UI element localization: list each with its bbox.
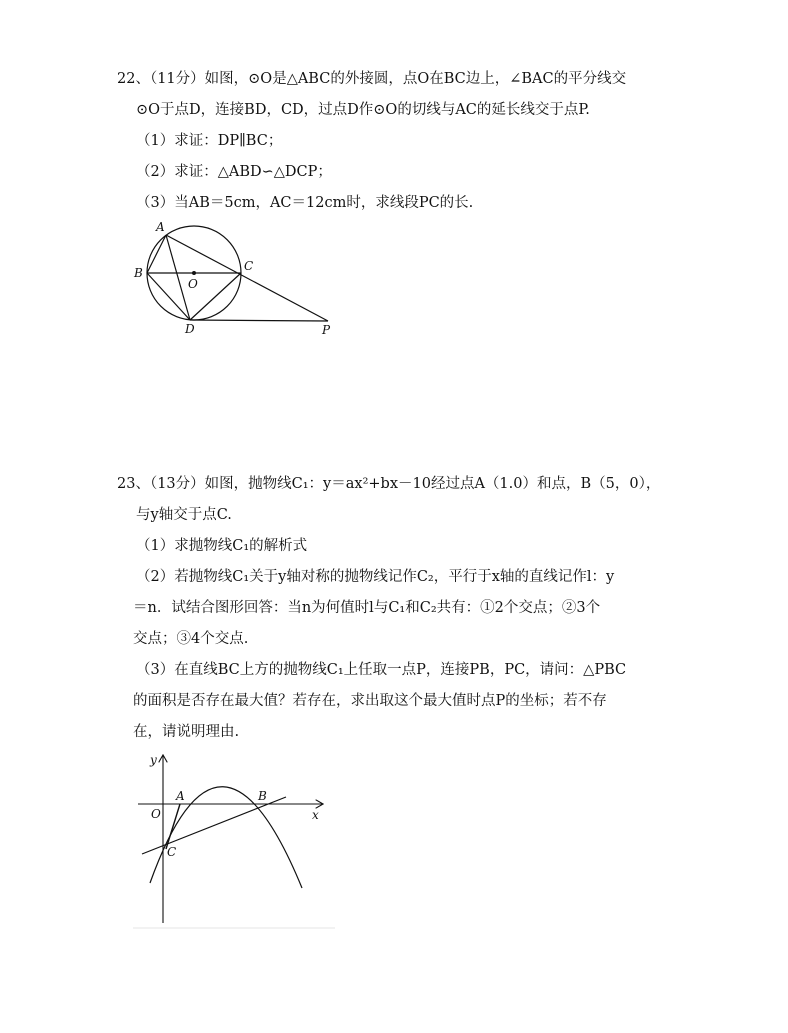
q23-figure	[130, 748, 340, 933]
q23-line-3: （1）求抛物线C₁的解析式	[136, 538, 308, 554]
q23-line-8: 的面积是否存在最大值？若存在，求出取这个最大值时点P的坐标；若不存	[133, 693, 607, 709]
segment-ab	[147, 235, 166, 273]
q22-line-2: ⊙O于点D，连接BD，CD，过点D作⊙O的切线与AC的延长线交于点P.	[136, 102, 590, 118]
q22-line-1: 22、（11分）如图，⊙O是△ABC的外接圆，点O在BC边上，∠BAC的平分线交	[117, 71, 627, 87]
label-x: x	[312, 808, 319, 822]
label-p: P	[322, 323, 331, 337]
q23-line-2: 与y轴交于点C.	[136, 507, 232, 523]
label-b: B	[258, 789, 267, 803]
q23-line-1: 23、（13分）如图，抛物线C₁：y＝ax²+bx－10经过点A（1.0）和点，B（5，0），	[117, 476, 661, 492]
line-bc	[142, 797, 286, 854]
q23-line-9: 在，请说明理由.	[133, 724, 240, 740]
label-c: C	[244, 259, 254, 273]
label-a: A	[176, 789, 185, 803]
q23-line-4: （2）若抛物线C₁关于y轴对称的抛物线记作C₂，平行于x轴的直线记作l：y	[136, 569, 615, 585]
parabola-c1	[150, 787, 302, 888]
q22-line-4: （2）求证：△ABD∽△DCP；	[136, 164, 332, 180]
label-d: D	[185, 322, 195, 336]
label-b: B	[134, 266, 143, 280]
q22-figure	[128, 215, 348, 340]
q22-line-3: （1）求证：DP∥BC；	[136, 133, 283, 149]
label-o: O	[151, 807, 161, 821]
label-c: C	[167, 845, 177, 859]
label-a: A	[156, 220, 165, 234]
q22-line-5: （3）当AB＝5cm，AC＝12cm时，求线段PC的长.	[136, 195, 474, 211]
q23-line-6: 交点；③4个交点.	[133, 631, 249, 647]
segment-dp	[190, 320, 328, 321]
label-o: O	[188, 277, 198, 291]
q23-line-5: ＝n．试结合图形回答：当n为何值时l与C₁和C₂共有：①2个交点；②3个	[133, 600, 601, 616]
q23-line-7: （3）在直线BC上方的抛物线C₁上任取一点P，连接PB，PC，请问：△PBC	[136, 662, 627, 678]
label-y: y	[150, 753, 157, 767]
center-dot	[192, 271, 196, 275]
